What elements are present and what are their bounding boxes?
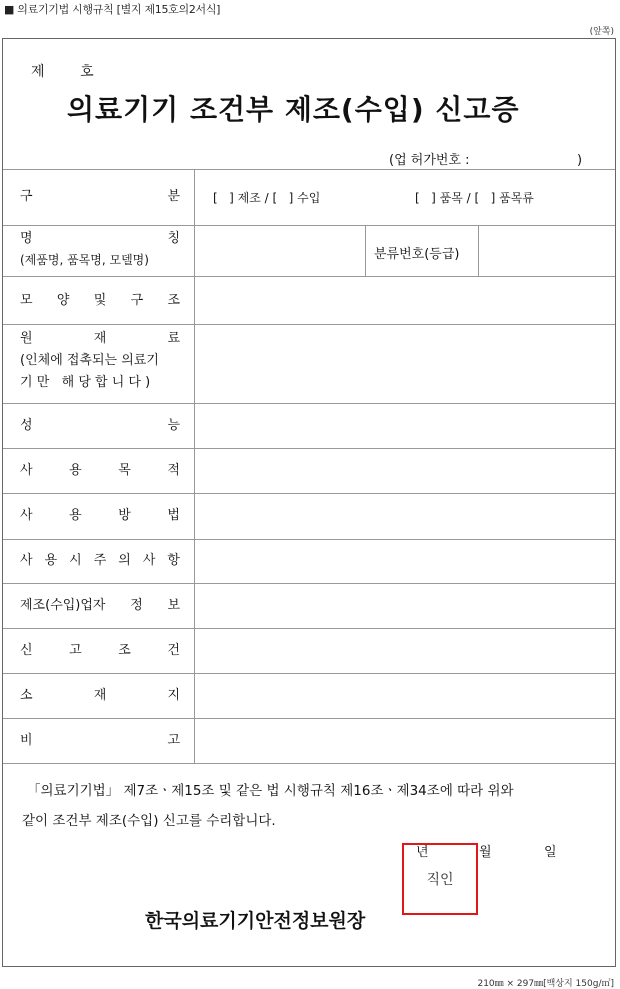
certificate-form <box>2 38 616 967</box>
manufacture-import-checkbox[interactable]: [ ] 제조 / [ ] 수입 <box>213 191 321 205</box>
remarks-label: 비 고 <box>20 733 180 748</box>
paper-spec: 210㎜ × 297㎜[백상지 150g/㎡] <box>477 979 614 989</box>
material-sublabel-1: (인체에 접촉되는 의료기 <box>20 353 159 368</box>
date-day: 일 <box>544 845 557 860</box>
report-conditions-label: 신 고 조 건 <box>20 643 180 658</box>
page-side-label: (앞쪽) <box>589 27 614 37</box>
date-month: 월 <box>479 845 492 860</box>
item-itemclass-checkbox[interactable]: [ ] 품목 / [ ] 품목류 <box>415 191 534 205</box>
shape-structure-label: 모 양 및 구 조 <box>20 293 180 308</box>
classification-number-label: 분류번호(등급) <box>374 247 460 262</box>
date-year: 년 <box>416 845 429 860</box>
location-label: 소 재 지 <box>20 688 180 703</box>
material-label: 원 재 료 <box>20 331 180 346</box>
name-sublabel: (제품명, 품목명, 모델명) <box>20 253 149 267</box>
name-label: 명 칭 <box>20 231 180 246</box>
seal-label: 직인 <box>426 872 454 888</box>
form-reference: ■ 의료기기법 시행규칙 [별지 제15호의2서식] <box>4 3 221 16</box>
material-sublabel-2: 기 만 해 당 합 니 다 ) <box>20 375 151 390</box>
issuer-name: 한국의료기기안전정보원장 <box>145 910 366 932</box>
statement-line-1: 「의료기기법」 제7조ㆍ제15조 및 같은 법 시행규칙 제16조ㆍ제34조에 따라 위와 <box>27 783 514 799</box>
manufacturer-info-label: 제조(수입)업자 정 보 <box>20 598 180 613</box>
usage-caution-label: 사 용 시 주 의 사 항 <box>20 553 180 568</box>
official-seal-box <box>402 843 478 915</box>
purpose-label: 사 용 목 적 <box>20 463 180 478</box>
statement-line-2: 같이 조건부 제조(수입) 신고를 수리합니다. <box>22 813 276 829</box>
number-label: 제 호 <box>31 64 94 80</box>
license-number: (업 허가번호 : ) <box>389 153 583 168</box>
document-title: 의료기기 조건부 제조(수입) 신고증 <box>67 93 520 126</box>
division-label: 구 분 <box>20 189 180 204</box>
usage-method-label: 사 용 방 법 <box>20 508 180 523</box>
performance-label: 성 능 <box>20 418 180 433</box>
